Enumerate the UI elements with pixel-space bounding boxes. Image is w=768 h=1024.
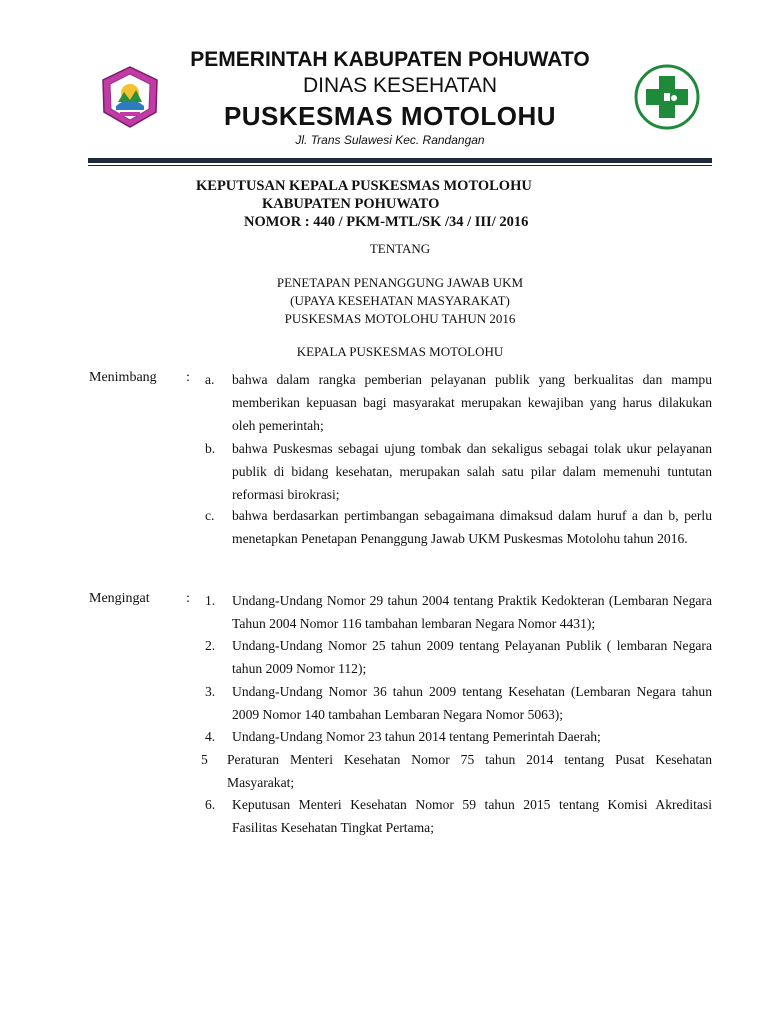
menimbang-colon: : xyxy=(186,370,190,385)
item-marker: 2. xyxy=(205,638,216,653)
list-item xyxy=(205,634,712,680)
list-item xyxy=(201,748,712,794)
regency-crest-icon xyxy=(100,66,160,128)
letterhead xyxy=(0,0,768,170)
item-text: bahwa berdasarkan pertimbangan sebagaimana dimaksud dalam huruf a dan b, perlu menetapkan Penetapan Penanggung Jawab UKM Puskesmas Motolohu tahun 2016. xyxy=(232,508,712,546)
list-item xyxy=(205,368,712,437)
item-marker: 3. xyxy=(205,684,216,699)
item-marker: 6. xyxy=(205,797,216,812)
government-name: PEMERINTAH KABUPATEN POHUWATO xyxy=(190,48,590,71)
item-text: bahwa dalam rangka pemberian pelayanan publik yang berkualitas dan mampu memberikan kepuasan bagi masyarakat merupakan kewajiban yang harus dilakukan oleh pemerintah; xyxy=(232,372,712,433)
list-item xyxy=(205,793,712,839)
list-item xyxy=(205,437,712,506)
item-text: Undang-Undang Nomor 23 tahun 2014 tentang Pemerintah Daerah; xyxy=(232,729,601,744)
item-marker: b. xyxy=(205,441,216,456)
subject-line-1: PENETAPAN PENANGGUNG JAWAB UKM xyxy=(276,275,524,290)
item-text: Undang-Undang Nomor 25 tahun 2009 tentang Pelayanan Publik ( lembaran Negara tahun 2009 Nomor 112); xyxy=(232,638,712,676)
item-marker: c. xyxy=(205,508,215,523)
header-rule-thin xyxy=(88,165,712,166)
item-text: bahwa Puskesmas sebagai ujung tombak dan sekaligus sebagai tolak ukur pelayanan publik di bidang kesehatan, merupakan salah satu pilar dalam memenuhi tuntutan reformasi birokrasi; xyxy=(232,441,712,502)
decree-number: NOMOR : 440 / PKM-MTL/SK /34 / III/ 2016 xyxy=(244,214,529,230)
item-text: Undang-Undang Nomor 29 tahun 2004 tentang Praktik Kedokteran (Lembaran Negara Tahun 2004 Nomor 116 tambahan lembaran Negara Nomor 4431); xyxy=(232,593,712,631)
decree-region: KABUPATEN POHUWATO xyxy=(262,196,440,212)
item-text: Keputusan Menteri Kesehatan Nomor 59 tahun 2015 tentang Komisi Akreditasi Fasilitas Kesehatan Tingkat Pertama; xyxy=(232,797,712,835)
subject-line-3: PUSKESMAS MOTOLOHU TAHUN 2016 xyxy=(284,311,516,326)
list-item xyxy=(205,589,712,635)
item-marker: 1. xyxy=(205,593,216,608)
list-item xyxy=(205,680,712,726)
list-item xyxy=(205,504,712,550)
mengingat-colon: : xyxy=(186,591,190,606)
item-marker: a. xyxy=(205,372,215,387)
clinic-address: Jl. Trans Sulawesi Kec. Randangan xyxy=(295,133,485,147)
about-heading: TENTANG xyxy=(369,241,431,256)
item-marker: 4. xyxy=(205,729,216,744)
item-text: Undang-Undang Nomor 36 tahun 2009 tentang Kesehatan (Lembaran Negara tahun 2009 Nomor 140 tambahan Lembaran Negara Nomor 5063); xyxy=(232,684,712,722)
list-item xyxy=(205,725,712,748)
mengingat-label: Mengingat xyxy=(89,591,150,606)
issuer-heading: KEPALA PUSKESMAS MOTOLOHU xyxy=(296,344,504,359)
department-name: DINAS KESEHATAN xyxy=(302,74,498,97)
health-cross-icon xyxy=(634,64,700,130)
subject-line-2: (UPAYA KESEHATAN MASYARAKAT) xyxy=(290,293,510,308)
item-marker: 5 xyxy=(201,752,208,767)
clinic-name: PUSKESMAS MOTOLOHU xyxy=(223,101,557,131)
menimbang-label: Menimbang xyxy=(89,370,157,385)
header-rule xyxy=(88,158,712,163)
decree-title: KEPUTUSAN KEPALA PUSKESMAS MOTOLOHU xyxy=(196,178,532,194)
item-text: Peraturan Menteri Kesehatan Nomor 75 tahun 2014 tentang Pusat Kesehatan Masyarakat; xyxy=(227,752,712,790)
